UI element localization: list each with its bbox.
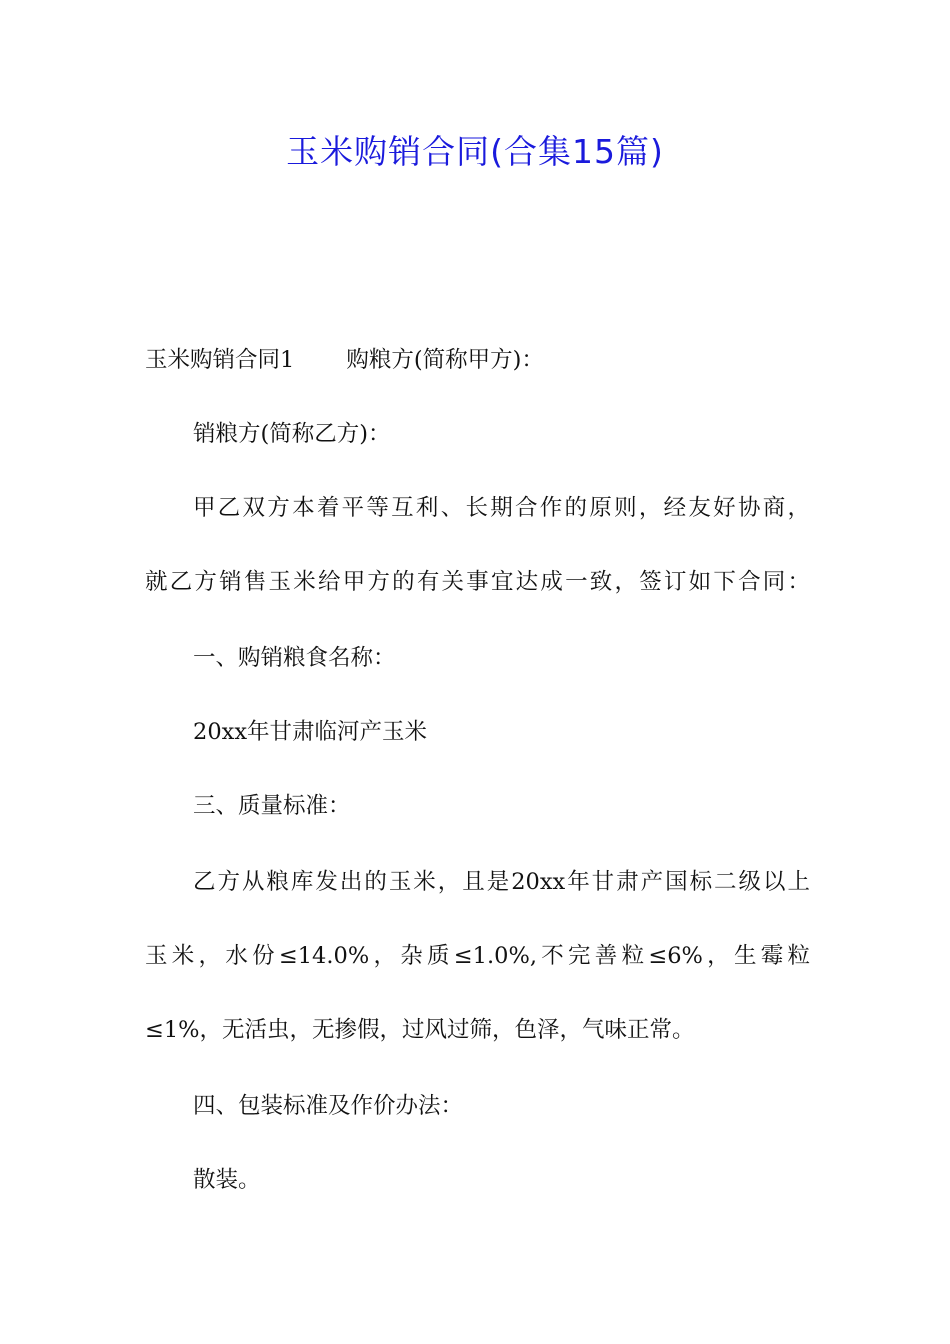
section-heading-packaging: 四、包装标准及作价办法： xyxy=(193,1093,464,1119)
paragraph-line: ≤1%，无活虫，无掺假，过风过筛，色泽，气味正常。 xyxy=(145,1017,695,1043)
contract-number-label: 玉米购销合同1 xyxy=(145,347,295,373)
section-heading-quality: 三、质量标准： xyxy=(193,793,351,819)
paragraph-line: 就乙方销售玉米给甲方的有关事宜达成一致，签订如下合同： xyxy=(145,569,810,595)
packaging-description: 散装。 xyxy=(193,1167,261,1193)
goods-description: 20xx年甘肃临河产玉米 xyxy=(193,719,428,745)
paragraph-line: 甲乙双方本着平等互利、长期合作的原则，经友好协商， xyxy=(193,495,810,521)
paragraph-line: 玉米，水份≤14.0%，杂质≤1.0%,不完善粒≤6%，生霉粒 xyxy=(145,943,810,969)
buyer-label: 购粮方(简称甲方)： xyxy=(346,347,544,373)
contract-heading-line xyxy=(145,342,810,378)
section-heading-goods: 一、购销粮食名称： xyxy=(193,645,396,671)
paragraph-line: 乙方从粮库发出的玉米，且是20xx年甘肃产国标二级以上 xyxy=(193,869,810,895)
seller-label: 销粮方(简称乙方)： xyxy=(193,421,391,447)
document-title: 玉米购销合同(合集15篇) xyxy=(286,132,664,171)
